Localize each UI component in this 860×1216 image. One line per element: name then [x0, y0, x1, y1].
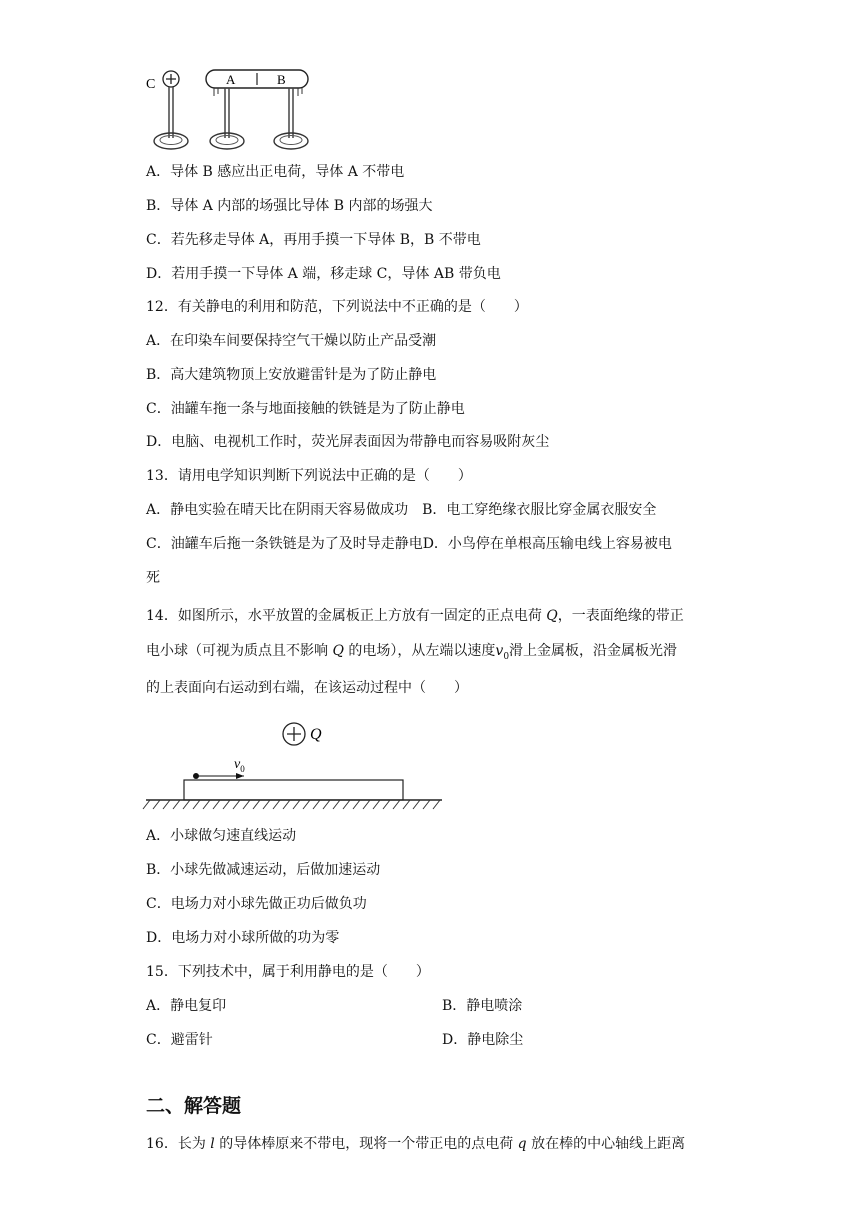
q15-stem: 15．下列技术中，属于利用静电的是（ ） [146, 964, 430, 980]
section-title: 二、解答题 [146, 1095, 242, 1117]
metal-plate [184, 780, 403, 800]
q15-option-b: B．静电喷涂 [442, 998, 523, 1014]
q14-velocity-v: v [495, 643, 504, 659]
q14-stem-line1: 14．如图所示，水平放置的金属板正上方放有一固定的正点电荷 Q，一表面绝缘的带正 [146, 608, 684, 624]
q12-option-b: B．高大建筑物顶上安放避雷针是为了防止静电 [146, 367, 437, 383]
q14-option-d: D．电场力对小球所做的功为零 [146, 930, 340, 946]
q13-stem: 13．请用电学知识判断下列说法中正确的是（ ） [146, 468, 472, 484]
q15-option-d: D．静电除尘 [442, 1032, 524, 1048]
q14-charge-q: Q [546, 608, 558, 624]
q14-option-b: B．小球先做减速运动，后做加速运动 [146, 862, 381, 878]
figure-conductors [140, 64, 320, 152]
q14-option-a: A．小球做匀速直线运动 [146, 828, 297, 844]
q11-option-a: A．导体 B 感应出正电荷，导体 A 不带电 [146, 164, 405, 180]
q14-option-c: C．电场力对小球先做正功后做负功 [146, 896, 367, 912]
figure-metal-plate [140, 714, 450, 816]
q15-option-a: A．静电复印 [146, 998, 227, 1014]
q13-options-line2: C．油罐车后拖一条铁链是为了及时导走静电D．小鸟停在单根高压输电线上容易被电 [146, 536, 672, 552]
q13-options-line3: 死 [146, 570, 160, 586]
label-a: A [226, 72, 236, 87]
label-b: B [277, 72, 286, 87]
q14-stem-line3: 的上表面向右运动到右端，在该运动过程中（ ） [146, 680, 468, 696]
q12-option-c: C．油罐车拖一条与地面接触的铁链是为了防止静电 [146, 401, 465, 417]
label-c: C [146, 77, 156, 92]
q16-stem: 16．长为 l 的导体棒原来不带电，现将一个带正电的点电荷 q 放在棒的中心轴线上距离 [146, 1136, 686, 1152]
q12-option-a: A．在印染车间要保持空气干燥以防止产品受潮 [146, 333, 437, 349]
q12-option-d: D．电脑、电视机工作时，荧光屏表面因为带静电而容易吸附灰尘 [146, 434, 550, 450]
q11-option-c: C．若先移走导体 A，再用手摸一下导体 B，B 不带电 [146, 232, 481, 248]
q13-options-line1: A．静电实验在晴天比在阴雨天容易做成功 B．电工穿绝缘衣服比穿金属衣服安全 [146, 502, 657, 518]
q12-stem: 12．有关静电的利用和防范，下列说法中不正确的是（ ） [146, 299, 528, 315]
q14-stem-line2: 电小球（可视为质点且不影响 Q 的电场），从左端以速度$v_0$滑上金属板，沿金属板光滑 [146, 643, 678, 662]
charge-label-q: Q [310, 726, 322, 743]
q11-option-d: D．若用手摸一下导体 A 端，移走球 C，导体 AB 带负电 [146, 266, 501, 282]
q15-option-c: C．避雷针 [146, 1032, 213, 1048]
velocity-label: $v_0$ [234, 757, 245, 774]
q11-option-b: B．导体 A 内部的场强比导体 B 内部的场强大 [146, 198, 433, 214]
